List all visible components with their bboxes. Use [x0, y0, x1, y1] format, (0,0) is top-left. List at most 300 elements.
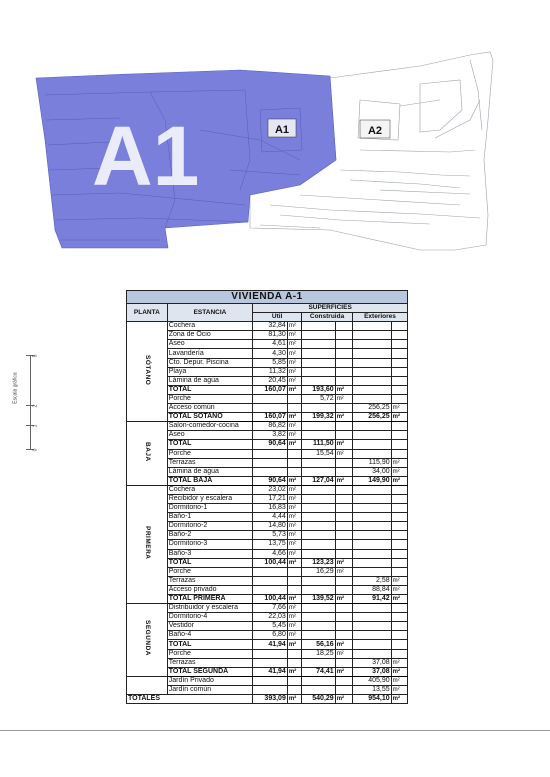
util-value: 100,44	[253, 558, 288, 567]
estancia-cell: TOTAL SÓTANO	[167, 413, 253, 422]
estancia-cell: Zona de Ocio	[167, 331, 253, 340]
construida-unit: m²	[335, 440, 352, 449]
construida-value	[302, 540, 336, 549]
table-row	[127, 585, 408, 594]
util-value	[253, 567, 288, 576]
exteriores-value	[352, 449, 391, 458]
estancia-cell: Salon-comedor-cocina	[167, 422, 253, 431]
construida-unit	[335, 340, 352, 349]
exteriores-value: 256,25	[352, 413, 391, 422]
exteriores-value: 149,90	[352, 476, 391, 485]
construida-value	[302, 467, 336, 476]
estancia-cell: Distribuidor y escalera	[167, 604, 253, 613]
exteriores-value	[352, 522, 391, 531]
scale-number: 2	[32, 404, 39, 408]
construida-unit	[335, 576, 352, 585]
util-unit: m²	[287, 431, 301, 440]
util-value: 13,75	[253, 540, 288, 549]
util-unit: m²	[287, 558, 301, 567]
util-value: 5,73	[253, 531, 288, 540]
exteriores-unit: m²	[391, 658, 407, 667]
util-value: 20,45	[253, 376, 288, 385]
exteriores-unit: m²	[391, 476, 407, 485]
totales-label: TOTALES	[127, 695, 253, 704]
exteriores-value: 37,08	[352, 658, 391, 667]
estancia-cell: Porche	[167, 567, 253, 576]
estancia-cell: Baño-3	[167, 549, 253, 558]
exteriores-unit	[391, 385, 407, 394]
construida-value: 15,54	[302, 449, 336, 458]
table-row	[127, 631, 408, 640]
construida-unit	[335, 358, 352, 367]
util-value: 23,02	[253, 485, 288, 494]
estancia-cell: Porche	[167, 449, 253, 458]
estancia-cell: Lavandería	[167, 349, 253, 358]
construida-unit	[335, 322, 352, 331]
exteriores-unit: m²	[391, 685, 407, 694]
estancia-cell: Baño-1	[167, 513, 253, 522]
table-row	[127, 322, 408, 331]
construida-value: 5,72	[302, 394, 336, 403]
exteriores-value	[352, 340, 391, 349]
util-unit: m²	[287, 640, 301, 649]
construida-value	[302, 531, 336, 540]
exteriores-unit	[391, 522, 407, 531]
table-row	[127, 358, 408, 367]
util-unit: m²	[287, 667, 301, 676]
table-row	[127, 440, 408, 449]
table-row	[127, 522, 408, 531]
util-value	[253, 394, 288, 403]
exteriores-unit	[391, 549, 407, 558]
exteriores-value: 37,08	[352, 667, 391, 676]
exteriores-value	[352, 613, 391, 622]
util-unit: m²	[287, 504, 301, 513]
construida-unit	[335, 485, 352, 494]
estancia-cell: Aseo	[167, 431, 253, 440]
estancia-cell: Jardín Privado	[167, 676, 253, 685]
construida-value	[302, 331, 336, 340]
table-row	[127, 604, 408, 613]
construida-value: 123,23	[302, 558, 336, 567]
estancia-cell: Dormitorio-4	[167, 613, 253, 622]
table-row	[127, 449, 408, 458]
util-value: 5,85	[253, 358, 288, 367]
util-unit	[287, 458, 301, 467]
exteriores-value	[352, 549, 391, 558]
construida-unit	[335, 494, 352, 503]
scale-number: 0	[32, 448, 39, 452]
table-row	[127, 385, 408, 394]
util-unit	[287, 404, 301, 413]
util-value	[253, 449, 288, 458]
construida-unit	[335, 613, 352, 622]
estancia-cell: Cochera	[167, 485, 253, 494]
exteriores-value	[352, 431, 391, 440]
exteriores-unit: m²	[391, 576, 407, 585]
surfaces-table-container	[126, 290, 408, 704]
totales-construida-value: 540,29	[302, 695, 336, 704]
exteriores-unit	[391, 649, 407, 658]
exteriores-unit	[391, 349, 407, 358]
exteriores-value: 115,90	[352, 458, 391, 467]
exteriores-unit	[391, 358, 407, 367]
util-value: 22,03	[253, 613, 288, 622]
scale-bar	[30, 355, 31, 450]
util-unit: m²	[287, 358, 301, 367]
exteriores-unit: m²	[391, 676, 407, 685]
util-unit: m²	[287, 604, 301, 613]
col-header-superficies: SUPERFICIES	[253, 304, 408, 313]
site-plan	[0, 0, 550, 270]
construida-value	[302, 585, 336, 594]
exteriores-unit: m²	[391, 595, 407, 604]
util-unit	[287, 676, 301, 685]
estancia-cell: Acceso común	[167, 404, 253, 413]
exteriores-unit: m²	[391, 458, 407, 467]
construida-value	[302, 522, 336, 531]
construida-unit: m²	[335, 413, 352, 422]
util-unit: m²	[287, 476, 301, 485]
table-row	[127, 431, 408, 440]
table-row	[127, 595, 408, 604]
construida-unit: m²	[335, 640, 352, 649]
util-unit: m²	[287, 340, 301, 349]
exteriores-value	[352, 649, 391, 658]
graphic-scale	[8, 355, 48, 455]
exteriores-unit	[391, 640, 407, 649]
util-value	[253, 685, 288, 694]
table-title: VIVIENDA A-1	[127, 291, 408, 304]
table-row	[127, 567, 408, 576]
planta-label: SEGUNDA	[143, 620, 151, 657]
table-row	[127, 667, 408, 676]
exteriores-unit	[391, 367, 407, 376]
construida-unit: m²	[335, 595, 352, 604]
util-unit	[287, 467, 301, 476]
exteriores-value	[352, 385, 391, 394]
construida-unit	[335, 504, 352, 513]
util-unit	[287, 567, 301, 576]
col-header-util: Útil	[253, 313, 302, 322]
table-row	[127, 376, 408, 385]
estancia-cell: Porche	[167, 394, 253, 403]
construida-unit	[335, 522, 352, 531]
construida-unit	[335, 331, 352, 340]
exteriores-unit: m²	[391, 585, 407, 594]
table-row	[127, 685, 408, 694]
table-row	[127, 367, 408, 376]
col-header-planta: PLANTA	[127, 304, 168, 322]
construida-value: 74,41	[302, 667, 336, 676]
estancia-cell: Porche	[167, 649, 253, 658]
planta-cell	[127, 676, 168, 694]
estancia-cell: TOTAL	[167, 385, 253, 394]
construida-value: 139,52	[302, 595, 336, 604]
table-row	[127, 622, 408, 631]
estancia-cell: Aseo	[167, 340, 253, 349]
util-value: 5,45	[253, 622, 288, 631]
table-row	[127, 649, 408, 658]
util-unit: m²	[287, 522, 301, 531]
construida-unit: m²	[335, 394, 352, 403]
exteriores-unit	[391, 513, 407, 522]
exteriores-value	[352, 440, 391, 449]
construida-unit	[335, 549, 352, 558]
table-row	[127, 494, 408, 503]
table-row	[127, 576, 408, 585]
table-row	[127, 422, 408, 431]
util-value: 90,64	[253, 440, 288, 449]
util-value	[253, 404, 288, 413]
construida-value	[302, 631, 336, 640]
util-value	[253, 467, 288, 476]
estancia-cell: Lámina de agua	[167, 467, 253, 476]
util-value: 32,84	[253, 322, 288, 331]
estancia-cell: Jardín común	[167, 685, 253, 694]
util-value: 4,30	[253, 349, 288, 358]
estancia-cell: TOTAL	[167, 558, 253, 567]
exteriores-value	[352, 485, 391, 494]
table-row	[127, 340, 408, 349]
exteriores-value	[352, 558, 391, 567]
construida-unit: m²	[335, 558, 352, 567]
table-row	[127, 485, 408, 494]
construida-unit: m²	[335, 385, 352, 394]
exteriores-unit	[391, 504, 407, 513]
util-unit: m²	[287, 331, 301, 340]
construida-unit: m²	[335, 476, 352, 485]
construida-value: 18,25	[302, 649, 336, 658]
util-unit: m²	[287, 494, 301, 503]
exteriores-value	[352, 567, 391, 576]
exteriores-unit	[391, 449, 407, 458]
exteriores-unit	[391, 340, 407, 349]
exteriores-unit	[391, 631, 407, 640]
exteriores-unit: m²	[391, 413, 407, 422]
util-unit: m²	[287, 549, 301, 558]
construida-unit	[335, 367, 352, 376]
exteriores-value: 34,00	[352, 467, 391, 476]
construida-value	[302, 322, 336, 331]
util-unit: m²	[287, 349, 301, 358]
construida-unit	[335, 376, 352, 385]
exteriores-value	[352, 349, 391, 358]
util-value	[253, 576, 288, 585]
totales-exteriores-value: 954,10	[352, 695, 391, 704]
util-unit: m²	[287, 485, 301, 494]
construida-unit: m²	[335, 667, 352, 676]
util-unit: m²	[287, 376, 301, 385]
totales-util-value: 393,09	[253, 695, 288, 704]
util-value: 11,32	[253, 367, 288, 376]
exteriores-unit: m²	[391, 667, 407, 676]
table-row	[127, 549, 408, 558]
util-value	[253, 649, 288, 658]
util-value: 3,82	[253, 431, 288, 440]
page-bottom-rule	[0, 730, 550, 731]
util-unit: m²	[287, 631, 301, 640]
util-value: 86,82	[253, 422, 288, 431]
exteriores-value	[352, 331, 391, 340]
estancia-cell: Terrazas	[167, 658, 253, 667]
util-value: 90,64	[253, 476, 288, 485]
site-plan-drawing	[0, 0, 550, 270]
util-value	[253, 585, 288, 594]
util-unit	[287, 576, 301, 585]
util-value: 81,30	[253, 331, 288, 340]
construida-value: 127,04	[302, 476, 336, 485]
estancia-cell: Recibidor y escalera	[167, 494, 253, 503]
exteriores-unit	[391, 540, 407, 549]
construida-unit	[335, 622, 352, 631]
totales-exteriores-unit: m²	[391, 695, 407, 704]
construida-unit: m²	[335, 567, 352, 576]
construida-value	[302, 485, 336, 494]
util-unit: m²	[287, 613, 301, 622]
exteriores-value	[352, 622, 391, 631]
table-row	[127, 404, 408, 413]
exteriores-value	[352, 640, 391, 649]
table-row	[127, 349, 408, 358]
construida-unit: m²	[335, 649, 352, 658]
estancia-cell: TOTAL BAJA	[167, 476, 253, 485]
exteriores-unit: m²	[391, 404, 407, 413]
construida-value	[302, 494, 336, 503]
util-value: 160,07	[253, 385, 288, 394]
exteriores-value	[352, 394, 391, 403]
construida-value	[302, 685, 336, 694]
util-value: 6,80	[253, 631, 288, 640]
col-header-exteriores: Exteriores	[352, 313, 407, 322]
col-header-estancia: ESTANCIA	[167, 304, 253, 322]
construida-unit	[335, 540, 352, 549]
table-row	[127, 458, 408, 467]
util-value: 7,66	[253, 604, 288, 613]
construida-unit	[335, 404, 352, 413]
construida-unit	[335, 658, 352, 667]
exteriores-value	[352, 376, 391, 385]
util-unit	[287, 394, 301, 403]
construida-unit	[335, 685, 352, 694]
util-value: 160,07	[253, 413, 288, 422]
construida-value	[302, 340, 336, 349]
exteriores-value	[352, 367, 391, 376]
table-row	[127, 658, 408, 667]
exteriores-unit	[391, 604, 407, 613]
util-unit	[287, 658, 301, 667]
table-row	[127, 676, 408, 685]
exteriores-value	[352, 540, 391, 549]
util-value: 16,83	[253, 504, 288, 513]
estancia-cell: TOTAL	[167, 440, 253, 449]
exteriores-unit	[391, 558, 407, 567]
construida-value	[302, 658, 336, 667]
exteriores-unit	[391, 394, 407, 403]
util-unit: m²	[287, 622, 301, 631]
construida-unit: m²	[335, 449, 352, 458]
util-value	[253, 458, 288, 467]
exteriores-value	[352, 504, 391, 513]
construida-value	[302, 422, 336, 431]
totales-construida-unit: m²	[335, 695, 352, 704]
util-unit: m²	[287, 385, 301, 394]
exteriores-unit	[391, 431, 407, 440]
table-row	[127, 504, 408, 513]
table-row	[127, 640, 408, 649]
estancia-cell: Vestidor	[167, 622, 253, 631]
estancia-cell: Playa	[167, 367, 253, 376]
construida-value	[302, 431, 336, 440]
exteriores-value: 256,25	[352, 404, 391, 413]
scale-number: 5	[32, 354, 39, 358]
construida-unit	[335, 513, 352, 522]
util-unit: m²	[287, 413, 301, 422]
util-unit: m²	[287, 513, 301, 522]
construida-value: 199,32	[302, 413, 336, 422]
estancia-cell: Terrazas	[167, 576, 253, 585]
totales-row	[127, 695, 408, 704]
util-unit	[287, 649, 301, 658]
construida-value	[302, 458, 336, 467]
table-row	[127, 476, 408, 485]
exteriores-value	[352, 422, 391, 431]
table-row	[127, 467, 408, 476]
construida-value	[302, 376, 336, 385]
exteriores-unit	[391, 376, 407, 385]
construida-value	[302, 613, 336, 622]
table-row	[127, 331, 408, 340]
construida-unit	[335, 349, 352, 358]
construida-unit	[335, 585, 352, 594]
util-value: 41,94	[253, 640, 288, 649]
construida-unit	[335, 467, 352, 476]
zone-a1-big-label: A1	[92, 109, 200, 203]
estancia-cell: TOTAL PRIMERA	[167, 595, 253, 604]
util-unit: m²	[287, 540, 301, 549]
construida-value	[302, 404, 336, 413]
exteriores-value: 2,58	[352, 576, 391, 585]
exteriores-unit	[391, 613, 407, 622]
util-unit: m²	[287, 322, 301, 331]
construida-unit	[335, 631, 352, 640]
planta-label: PRIMERA	[143, 526, 151, 560]
zone-a2-label: A2	[367, 125, 383, 137]
table-row	[127, 540, 408, 549]
exteriores-value: 91,42	[352, 595, 391, 604]
table-row	[127, 413, 408, 422]
util-unit: m²	[287, 367, 301, 376]
planta-label: BAJA	[143, 442, 151, 462]
estancia-cell: TOTAL	[167, 640, 253, 649]
zone-a1-label: A1	[274, 124, 290, 136]
construida-value: 193,60	[302, 385, 336, 394]
construida-unit	[335, 531, 352, 540]
exteriores-unit	[391, 494, 407, 503]
exteriores-unit	[391, 567, 407, 576]
util-value: 41,94	[253, 667, 288, 676]
table-row	[127, 513, 408, 522]
util-value: 14,80	[253, 522, 288, 531]
exteriores-value	[352, 358, 391, 367]
util-unit: m²	[287, 422, 301, 431]
estancia-cell: TOTAL SEGUNDA	[167, 667, 253, 676]
table-row	[127, 394, 408, 403]
util-value	[253, 676, 288, 685]
util-unit: m²	[287, 440, 301, 449]
util-unit	[287, 585, 301, 594]
estancia-cell: Dormitorio-1	[167, 504, 253, 513]
